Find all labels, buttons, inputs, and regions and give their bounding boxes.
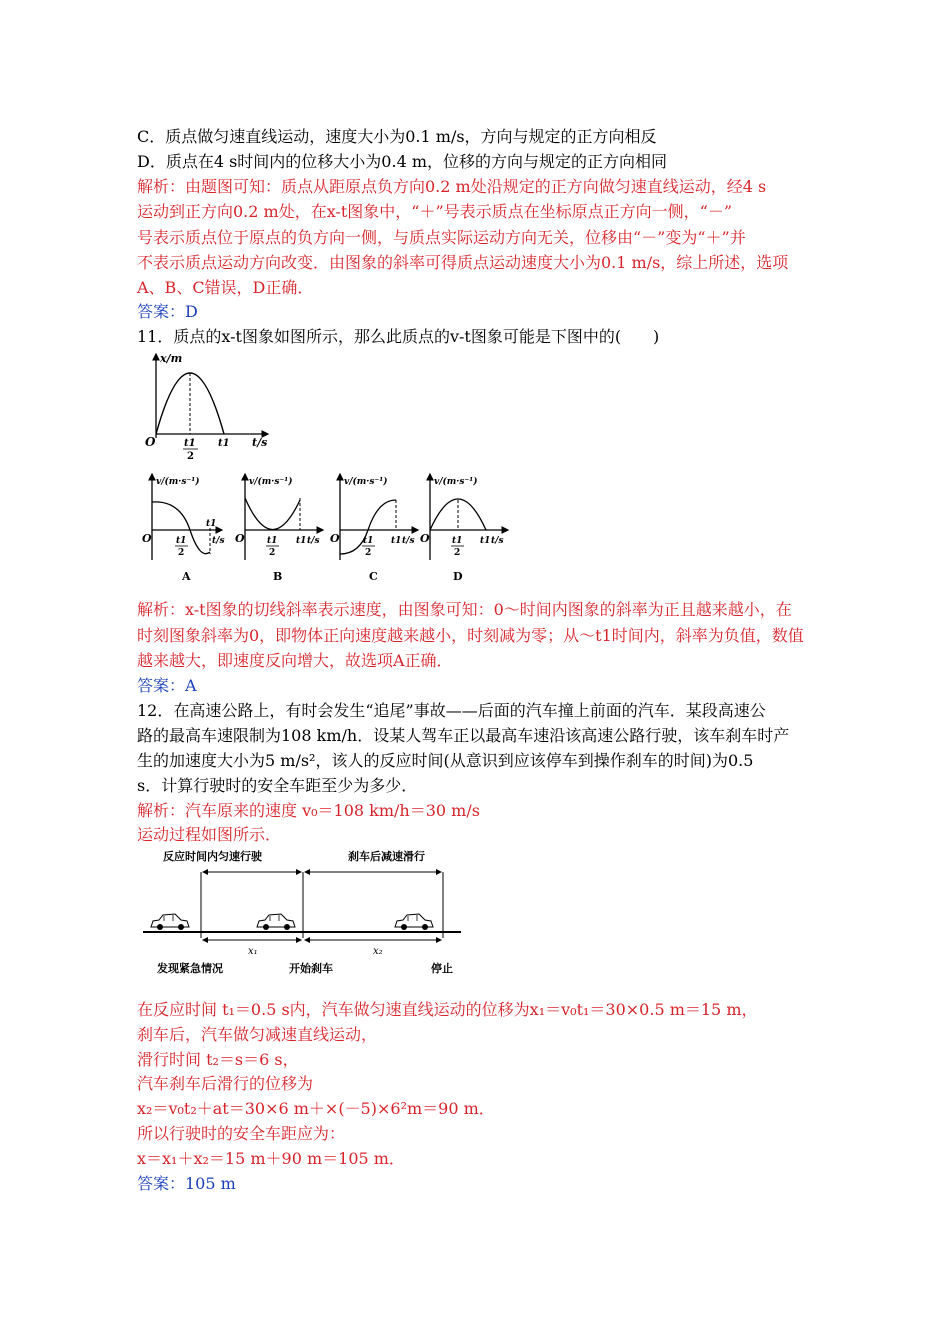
q12-stem-line-1: 12．在高速公路上，有时会发生“追尾”事故——后面的汽车撞上前面的汽车．某段高速公: [137, 701, 766, 720]
svg-text:t1: t1: [452, 536, 463, 546]
label-braking: 刹车后减速滑行: [348, 850, 425, 863]
q11-option-graphs: [140, 470, 520, 588]
option-c-graph: [330, 474, 418, 583]
label-x1: x₁: [248, 946, 258, 957]
q12-work-line-6: 所以行驶时的安全车距应为：: [137, 1124, 346, 1143]
svg-text:O: O: [420, 532, 430, 545]
xt-t1: t1: [218, 438, 230, 449]
label-reaction: 反应时间内匀速行驶: [163, 850, 262, 863]
q12-stem-line-4: s．计算行驶时的安全车距至少为多少．: [137, 776, 418, 795]
q12-work-line-2: 刹车后，汽车做匀减速直线运动，: [137, 1025, 378, 1044]
q10-analysis-line-5: A、B、C错误，D正确．: [137, 278, 314, 297]
q10-analysis-line-1: 解析：由题图可知：质点从距原点负方向0.2 m处沿规定的正方向做匀速直线运动，经4 s: [137, 177, 767, 196]
q11-answer: 答案：A: [137, 676, 197, 695]
q12-work-line-7: x＝x₁＋x₂＝15 m＋90 m＝105 m．: [137, 1149, 405, 1168]
q12-analysis-line-1: 解析：汽车原来的速度 v₀＝108 km/h＝30 m/s: [137, 801, 480, 820]
xt-origin: O: [145, 435, 156, 449]
q11-stem: 11．质点的x-t图象如图所示，那么此质点的v-t图象可能是下图中的( ): [137, 327, 660, 346]
svg-text:t/s: t/s: [212, 536, 225, 546]
svg-text:O: O: [330, 532, 340, 545]
option-d-ylabel: v/(m·s⁻¹): [434, 477, 478, 487]
q12-motion-diagram: [143, 846, 463, 978]
option-c-letter: C: [369, 570, 378, 583]
q10-option-c: C．质点做匀速直线运动，速度大小为0.1 m/s，方向与规定的正方向相反: [137, 127, 657, 146]
svg-text:2: 2: [365, 548, 372, 558]
car-2: [257, 914, 295, 930]
svg-text:O: O: [235, 532, 245, 545]
q12-stem-line-2: 路的最高车速限制为108 km/h．设某人驾车正以最高车速沿该高速公路行驶，该车刹车时产: [137, 726, 790, 745]
svg-text:t1: t1: [267, 536, 278, 546]
q11-analysis-line-1: 解析：x-t图象的切线斜率表示速度，由图象可知：0～时间内图象的斜率为正且越来越小，在: [137, 600, 792, 619]
option-b-curve: [245, 498, 300, 530]
option-a-ylabel: v/(m·s⁻¹): [156, 477, 200, 487]
q12-work-line-1: 在反应时间 t₁＝0.5 s内，汽车做匀速直线运动的位移为x₁＝v₀t₁＝30×0.5 m＝15 m，: [137, 1000, 758, 1019]
svg-text:t1: t1: [363, 536, 374, 546]
svg-text:2: 2: [269, 548, 276, 558]
q10-answer: 答案：D: [137, 302, 198, 321]
svg-text:t/s: t/s: [307, 536, 320, 546]
q11-analysis-line-3: 越来越大，即速度反向增大，故选项A正确．: [137, 651, 453, 670]
svg-text:t/s: t/s: [402, 536, 415, 546]
label-discover: 发现紧急情况: [157, 962, 223, 975]
q10-analysis-line-3: 号表示质点位于原点的负方向一侧，与质点实际运动方向无关，位移由“－”变为“＋”并: [137, 228, 746, 247]
svg-text:t1: t1: [480, 536, 491, 546]
option-d-letter: D: [453, 570, 463, 583]
q12-work-line-4: 汽车刹车后滑行的位移为: [137, 1074, 314, 1093]
option-b-graph: [235, 474, 323, 583]
q11-xt-graph: [140, 350, 290, 460]
q12-work-line-5: x₂＝v₀t₂＋at＝30×6 m＋×(－5)×6²m＝90 m．: [137, 1099, 495, 1118]
car-3: [395, 914, 433, 930]
q10-analysis-line-4: 不表示质点运动方向改变．由图象的斜率可得质点运动速度大小为0.1 m/s，综上所述，选项: [137, 253, 789, 272]
svg-text:t1: t1: [176, 536, 187, 546]
q10-analysis-line-2: 运动到正方向0.2 m处，在x-t图象中，“＋”号表示质点在坐标原点正方向一侧，“－”: [137, 202, 733, 221]
option-a-letter: A: [182, 570, 191, 583]
xt-ylabel: x/m: [160, 352, 183, 365]
svg-text:t1: t1: [206, 519, 217, 529]
q10-option-d: D．质点在4 s时间内的位移大小为0.4 m，位移的方向与规定的正方向相同: [137, 152, 668, 171]
option-b-ylabel: v/(m·s⁻¹): [249, 477, 293, 487]
svg-text:t1: t1: [296, 536, 307, 546]
svg-text:O: O: [142, 532, 152, 545]
q11-analysis-line-2: 时刻图象斜率为0，即物体正向速度越来越小，时刻减为零；从～t1时间内，斜率为负值，数值: [137, 626, 804, 645]
option-b-letter: B: [273, 570, 283, 583]
label-x2: x₂: [373, 946, 383, 957]
car-1: [151, 914, 189, 930]
label-stop: 停止: [431, 962, 453, 975]
xt-half-num: t1: [184, 438, 196, 449]
option-c-ylabel: v/(m·s⁻¹): [344, 477, 388, 487]
svg-text:2: 2: [178, 548, 185, 558]
q12-analysis-line-2: 运动过程如图所示．: [137, 825, 282, 844]
svg-text:2: 2: [454, 548, 461, 558]
option-a-graph: [142, 474, 225, 583]
xt-half-den: 2: [187, 451, 194, 460]
svg-text:t/s: t/s: [491, 536, 504, 546]
q12-stem-line-3: 生的加速度大小为5 m/s²，该人的反应时间(从意识到应该停车到操作刹车的时间)为0.5: [137, 751, 754, 770]
xt-xlabel: t/s: [252, 436, 268, 449]
q12-answer: 答案：105 m: [137, 1174, 236, 1193]
label-start-brake: 开始刹车: [289, 962, 333, 975]
option-d-graph: [420, 474, 508, 583]
q12-work-line-3: 滑行时间 t₂＝s＝6 s，: [137, 1050, 299, 1069]
svg-text:t1: t1: [391, 536, 402, 546]
